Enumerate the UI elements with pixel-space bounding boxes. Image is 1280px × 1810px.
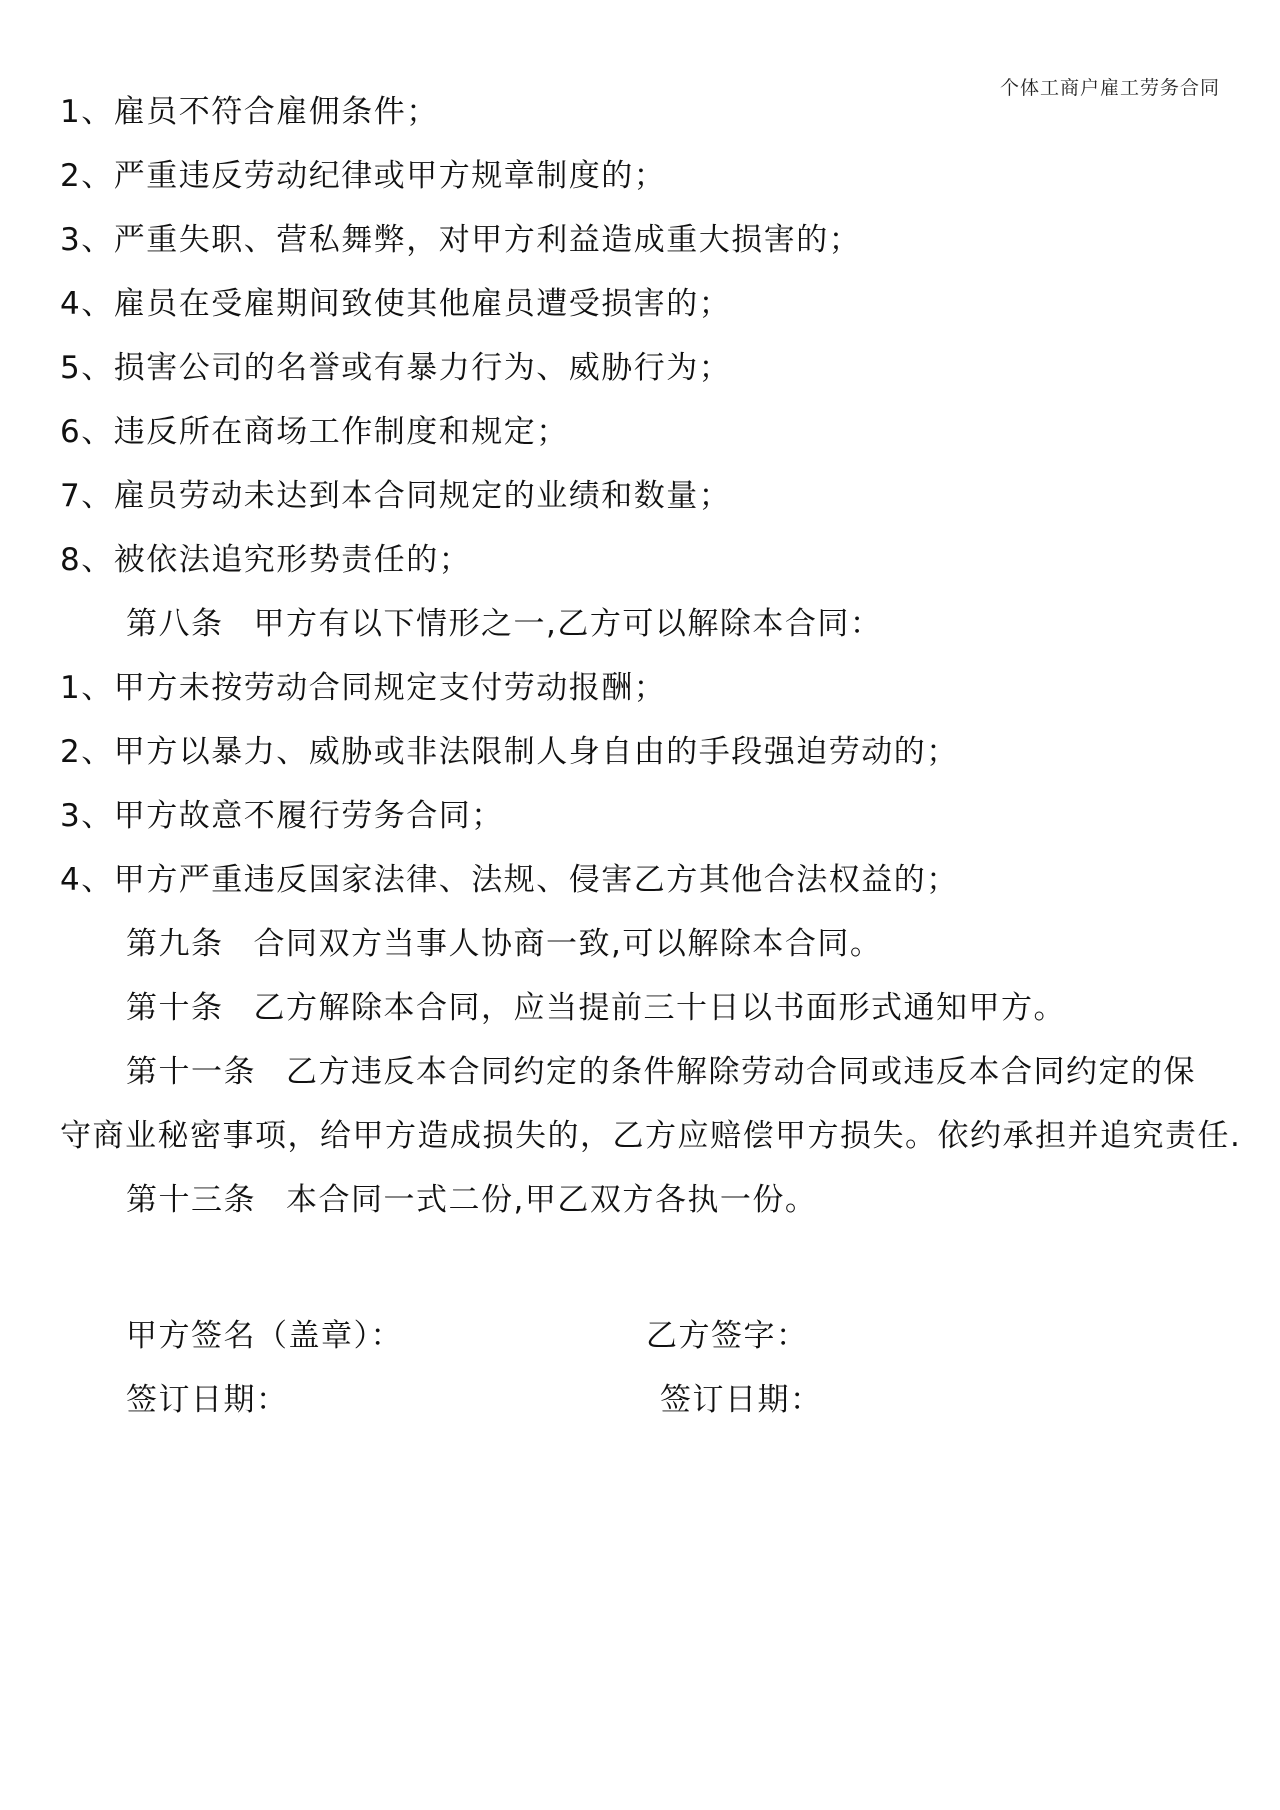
party-b-date-label: 签订日期： bbox=[660, 1382, 823, 1418]
party-b-signature-label: 乙方签字： bbox=[646, 1318, 809, 1354]
list-b-item-2: 2、甲方以暴力、威胁或非法限制人身自由的手段强迫劳动的； bbox=[60, 734, 959, 770]
article-10-label: 第十条 bbox=[126, 990, 224, 1026]
article-13-text: 本合同一式二份,甲乙双方各执一份。 bbox=[286, 1182, 818, 1218]
article-11-continuation: 守商业秘密事项，给甲方造成损失的，乙方应赔偿甲方损失。依约承担并追究责任. bbox=[60, 1118, 1242, 1154]
list-a-item-4: 4、雇员在受雇期间致使其他雇员遭受损害的； bbox=[60, 286, 732, 322]
list-a-item-2: 2、严重违反劳动纪律或甲方规章制度的； bbox=[60, 158, 667, 194]
list-a-item-1: 1、雇员不符合雇佣条件； bbox=[60, 94, 439, 130]
list-b-item-4: 4、甲方严重违反国家法律、法规、侵害乙方其他合法权益的； bbox=[60, 862, 959, 898]
list-a-item-5: 5、损害公司的名誉或有暴力行为、威胁行为； bbox=[60, 350, 732, 386]
party-a-date-label: 签订日期： bbox=[126, 1382, 289, 1418]
list-a-item-6: 6、违反所在商场工作制度和规定； bbox=[60, 414, 569, 450]
signature-row bbox=[60, 1304, 1220, 1368]
article-8-label: 第八条 bbox=[126, 606, 224, 642]
article-10-text: 乙方解除本合同，应当提前三十日以书面形式通知甲方。 bbox=[253, 990, 1066, 1026]
list-a-item-8: 8、被依法追究形势责任的； bbox=[60, 542, 472, 578]
page-header: 个体工商户雇工劳务合同 bbox=[999, 77, 1220, 99]
list-b-item-3: 3、甲方故意不履行劳务合同； bbox=[60, 798, 504, 834]
article-9-label: 第九条 bbox=[126, 926, 224, 962]
article-13-label: 第十三条 bbox=[126, 1182, 256, 1218]
article-9-text: 合同双方当事人协商一致,可以解除本合同。 bbox=[253, 926, 883, 962]
article-8-text: 甲方有以下情形之一,乙方可以解除本合同： bbox=[253, 606, 883, 642]
article-8 bbox=[60, 592, 1220, 656]
article-11-text-line1: 乙方违反本合同约定的条件解除劳动合同或违反本合同约定的保 bbox=[286, 1054, 1196, 1090]
list-a-item-3: 3、严重失职、营私舞弊，对甲方利益造成重大损害的； bbox=[60, 222, 862, 258]
date-row bbox=[60, 1368, 1220, 1432]
article-9 bbox=[60, 912, 1220, 976]
article-11 bbox=[60, 1040, 1220, 1104]
party-a-signature-label: 甲方签名（盖章）： bbox=[126, 1318, 403, 1354]
article-10 bbox=[60, 976, 1220, 1040]
article-11-label: 第十一条 bbox=[126, 1054, 256, 1090]
contract-body bbox=[60, 80, 1242, 1432]
article-13 bbox=[60, 1168, 1220, 1232]
list-b-item-1: 1、甲方未按劳动合同规定支付劳动报酬； bbox=[60, 670, 667, 706]
list-a-item-7: 7、雇员劳动未达到本合同规定的业绩和数量； bbox=[60, 478, 732, 514]
